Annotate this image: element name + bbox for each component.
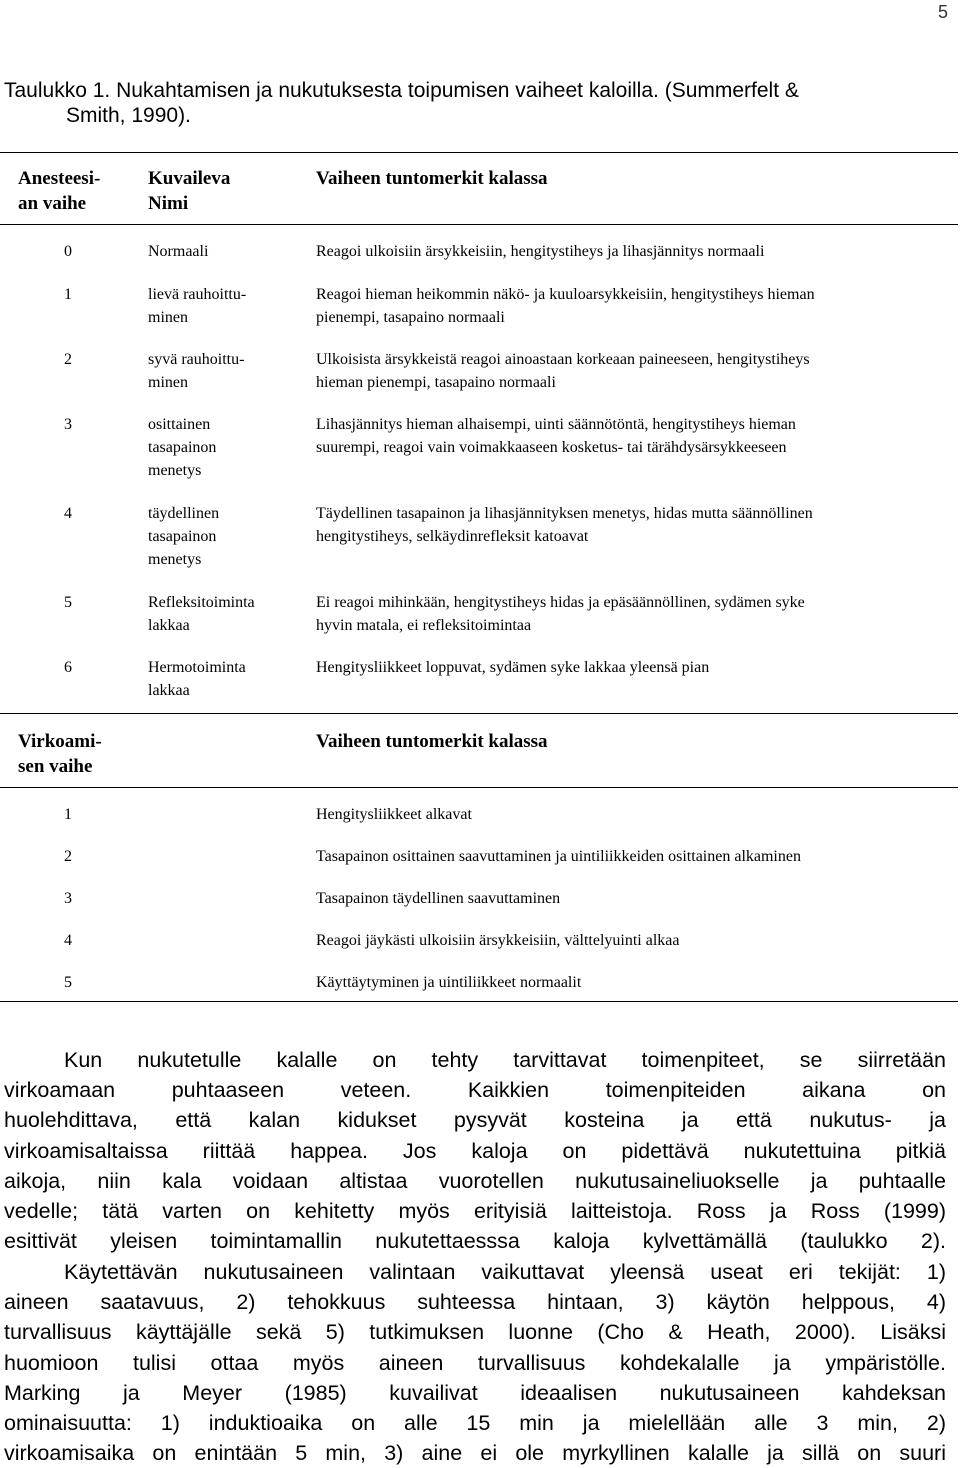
table-row-stage: 5 (64, 594, 72, 611)
table-row-stage: 2 (64, 351, 72, 368)
paragraph-line: turvallisuus käyttäjälle sekä 5) tutkimuksen luonne (Cho & Heath, 2000). Lisäksi (4, 1320, 946, 1345)
paragraph-line: huomioon tulisi ottaa myös aineen turvallisuus kohdekalalle ja ympäristölle. (4, 1350, 946, 1375)
paragraph-line: ominaisuutta: 1) induktioaika on alle 15 min ja mielellään alle 3 min, 2) (4, 1410, 946, 1435)
table-row-signs: Reagoi hieman heikommin näkö- ja kuuloarsykkeisiin, hengitystiheys hieman pienempi, tasapaino normaali (316, 286, 815, 326)
caption-line-1: Taulukko 1. Nukahtamisen ja nukutuksesta toipumisen vaiheet kaloilla. (Summerfelt & (4, 79, 799, 102)
paragraph-1 (4, 1045, 946, 1256)
paragraph-line: virkoamisaltaissa riittää happea. Jos kaloja on pidettävä nukutettuina pitkiä (4, 1138, 946, 1163)
paragraph-line: Kun nukutetulle kalalle on tehty tarvittavat toimenpiteet, se siirretään (64, 1048, 946, 1072)
paragraph-line: virkoamisaika on enintään 5 min, 3) aine ei ole myrkyllinen kalalle ja sillä on suuri (4, 1441, 946, 1466)
paragraph-line: virkoamaan puhtaaseen veteen. Kaikkien toimenpiteiden aikana on (4, 1078, 946, 1103)
table-caption (4, 78, 949, 128)
paragraph-2 (4, 1257, 946, 1468)
table-row-stage: 3 (64, 890, 72, 907)
table-row-name: syvä rauhoittu- minen (148, 351, 245, 391)
recovery-top-rule (0, 713, 958, 714)
table-row-signs: Käyttäytyminen ja uintiliikkeet normaalit (316, 974, 582, 991)
table-top-rule (0, 152, 958, 153)
table-bottom-rule (0, 1001, 958, 1002)
table-row-signs: Ulkoisista ärsykkeistä reagoi ainoastaan korkeaan paineeseen, hengitystiheys hieman pienempi, tasapaino normaali (316, 351, 810, 391)
table-row-signs: Hengitysliikkeet loppuvat, sydämen syke lakkaa yleensä pian (316, 659, 710, 676)
header-bottom-rule (0, 224, 958, 225)
paragraph-line: huolehdittava, että kalan kidukset pysyvät kosteina ja että nukutus- ja (4, 1108, 946, 1133)
page-number: 5 (937, 2, 948, 22)
table-row-stage: 4 (64, 505, 72, 522)
caption-line-2: Smith, 1990). (66, 104, 191, 127)
paragraph-line: aikoja, niin kala voidaan altistaa vuorotellen nukutusaineliuokselle ja puhtaalle (4, 1168, 946, 1193)
table-row-signs: Lihasjännitys hieman alhaisempi, uinti säännötöntä, hengitystiheys hieman suurempi, reagoi vain voimakkaaseen kosketus- tai tärähdysärsykkeeseen (316, 416, 796, 456)
table-row-stage: 1 (64, 806, 72, 823)
header-name-col: Kuvaileva Nimi (148, 168, 231, 214)
table-row-stage: 6 (64, 659, 72, 676)
table-row-stage: 4 (64, 932, 72, 949)
table-row-signs: Ei reagoi mihinkään, hengitystiheys hidas ja epäsäännöllinen, sydämen syke hyvin matala, ei refleksitoimintaa (316, 594, 805, 634)
table-row-name: täydellinen tasapainon menetys (148, 505, 220, 568)
table-row-signs: Täydellinen tasapainon ja lihasjännityksen menetys, hidas mutta säännöllinen hengitystiheys, selkäydinrefleksit katoavat (316, 505, 813, 545)
table-row-name: Hermotoiminta lakkaa (148, 659, 246, 699)
table-row-name: osittainen tasapainon menetys (148, 416, 217, 479)
table-row-stage: 5 (64, 974, 72, 991)
table-row-signs: Reagoi jäykästi ulkoisiin ärsykkeisiin, välttelyuinti alkaa (316, 932, 680, 949)
paragraph-line: esittivät yleisen toimintamallin nukutettaesssa kaloja kylvettämällä (taulukko 2). (4, 1229, 946, 1254)
table-row-stage: 1 (64, 286, 72, 303)
table-row-signs: Hengitysliikkeet alkavat (316, 806, 472, 823)
recovery-header-signs-col: Vaiheen tuntomerkit kalassa (316, 731, 548, 752)
table-row-stage: 0 (64, 243, 72, 260)
table-row-signs: Tasapainon täydellinen saavuttaminen (316, 890, 561, 907)
recovery-header-stage-col: Virkoami- sen vaihe (18, 731, 102, 777)
header-signs-col: Vaiheen tuntomerkit kalassa (316, 168, 548, 189)
table-row-stage: 3 (64, 416, 72, 433)
paragraph-line: Käytettävän nukutusaineen valintaan vaikuttavat yleensä useat eri tekijät: 1) (64, 1260, 946, 1284)
header-stage-col: Anesteesi- an vaihe (18, 168, 101, 214)
table-row-name: Normaali (148, 243, 209, 260)
paragraph-line: Marking ja Meyer (1985) kuvailivat ideaalisen nukutusaineen kahdeksan (4, 1380, 946, 1405)
table-row-stage: 2 (64, 848, 72, 865)
paragraph-line: aineen saatavuus, 2) tehokkuus suhteessa hintaan, 3) käytön helppous, 4) (4, 1290, 946, 1315)
table-row-name: Refleksitoiminta lakkaa (148, 594, 255, 634)
recovery-header-bottom-rule (0, 787, 958, 788)
paragraph-line: vedelle; tätä varten on kehitetty myös erityisiä laitteistoja. Ross ja Ross (1999) (4, 1198, 946, 1223)
table-row-name: lievä rauhoittu- minen (148, 286, 247, 326)
table-row-signs: Reagoi ulkoisiin ärsykkeisiin, hengitystiheys ja lihasjännitys normaali (316, 243, 765, 260)
table-row-signs: Tasapainon osittainen saavuttaminen ja uintiliikkeiden osittainen alkaminen (316, 848, 801, 865)
